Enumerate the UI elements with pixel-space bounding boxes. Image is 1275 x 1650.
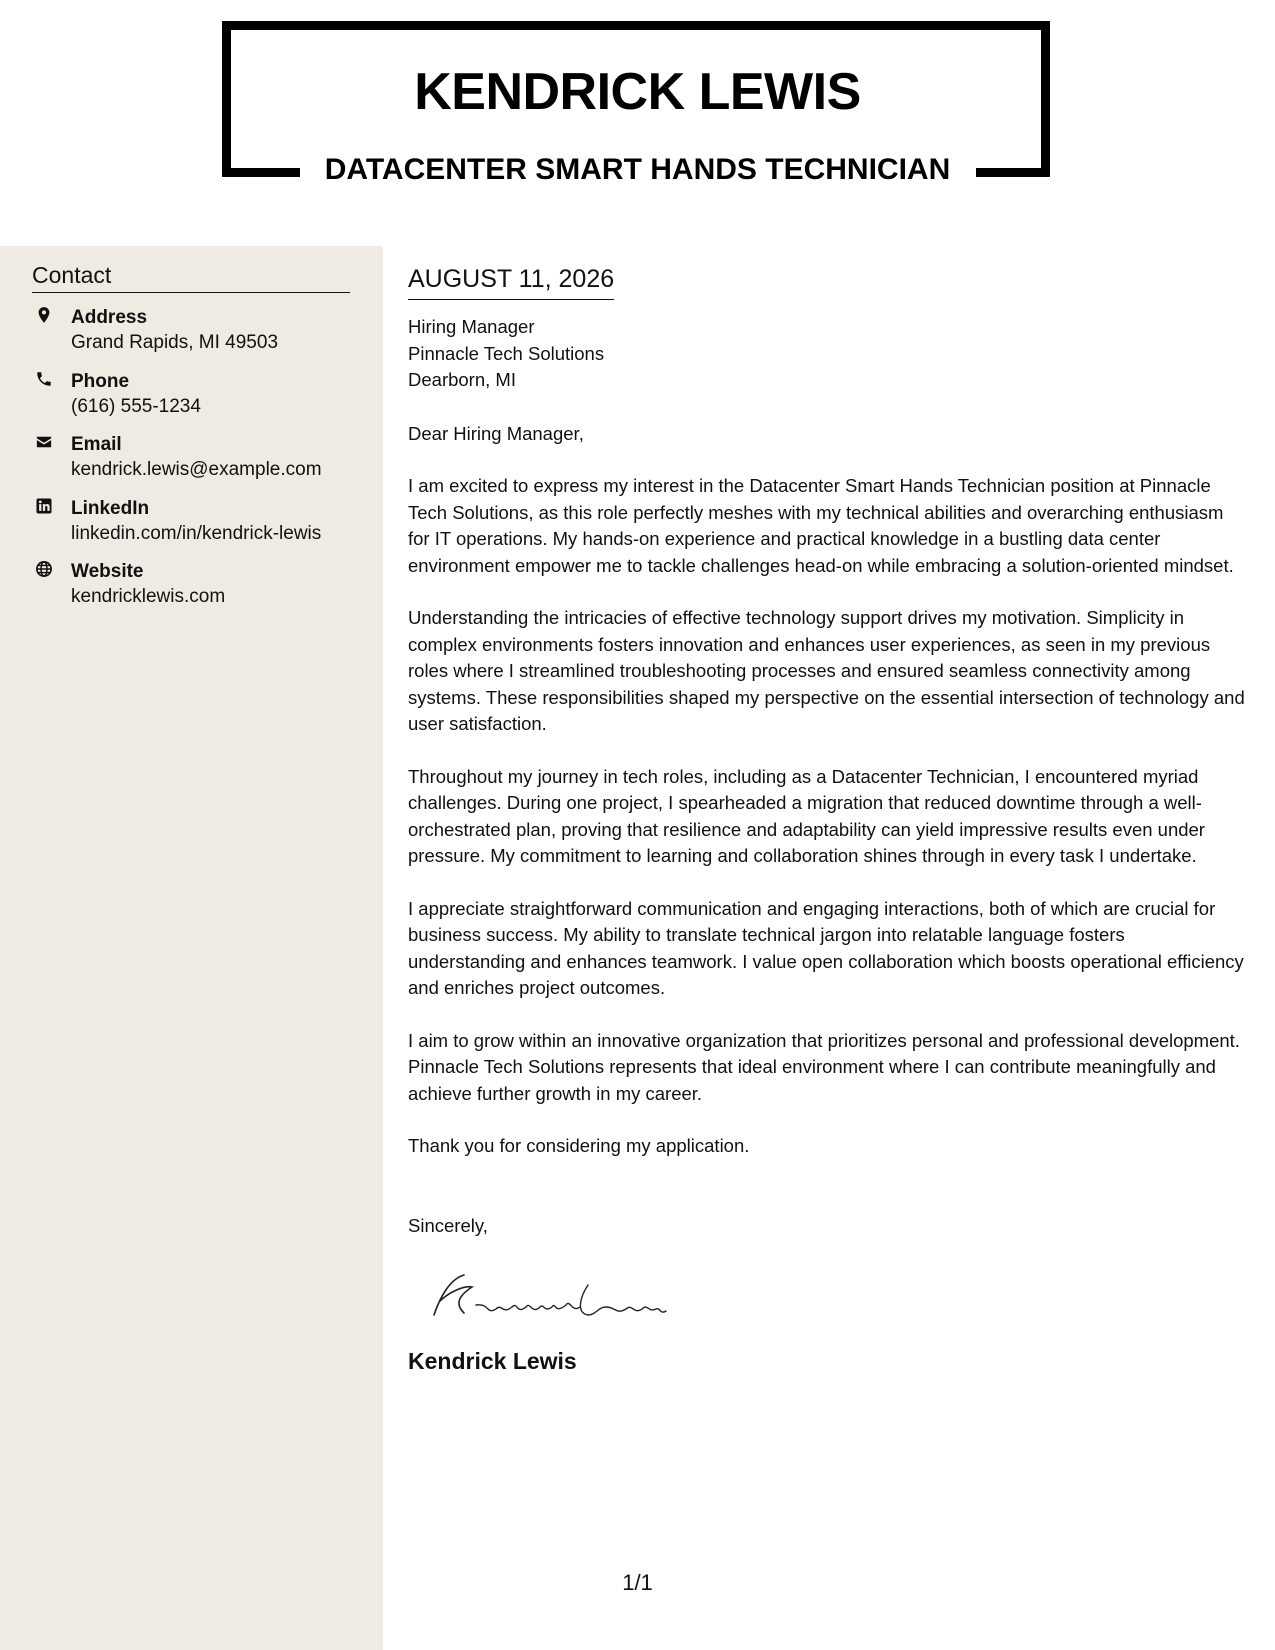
job-title: DATACENTER SMART HANDS TECHNICIAN: [324, 153, 951, 186]
phone-value[interactable]: (616) 555-1234: [71, 395, 201, 417]
contact-item-email: [32, 432, 372, 496]
website-link[interactable]: kendricklewis.com: [71, 586, 226, 607]
salutation: Dear Hiring Manager,: [408, 422, 584, 444]
body-paragraph: Throughout my journey in tech roles, including as a Datacenter Technician, I encountered myriad challenges. During one project, I spearheaded a migration that reduced downtime through a well-orchestrated plan, proving that resilience and adaptability can yield impressive results even under pressure. My commitment to learning and collaboration shines through in every task I undertake.: [408, 765, 1205, 866]
linkedin-icon: [35, 497, 53, 515]
signer-name: Kendrick Lewis: [408, 1348, 577, 1374]
letter-date: AUGUST 11, 2026: [408, 262, 614, 300]
contact-item-address: [32, 305, 372, 369]
globe-icon: [35, 560, 53, 578]
body-paragraph: I aim to grow within an innovative organization that prioritizes personal and professional development. Pinnacle Tech Solutions represents that ideal environment where I can contribute meaningfully and achieve further growth in my career.: [408, 1029, 1240, 1104]
envelope-icon: [35, 433, 53, 451]
recipient-name: Hiring Manager: [408, 316, 535, 337]
location-pin-icon: [35, 306, 53, 324]
page-number: 1/1: [622, 1570, 653, 1595]
recipient-location: Dearborn, MI: [408, 369, 516, 390]
body-paragraph: Understanding the intricacies of effective technology support drives my motivation. Simplicity in complex environments fosters innovation and enhances user experiences, as seen in my previous roles where I streamlined troubleshooting processes and ensured seamless connectivity among systems. These responsibilities shaped my perspective on the essential intersection of technology and user satisfaction.: [408, 607, 1245, 734]
applicant-name: KENDRICK LEWIS: [414, 63, 861, 121]
contact-label: Website: [71, 561, 144, 582]
contact-label: Email: [71, 434, 122, 455]
recipient-company: Pinnacle Tech Solutions: [408, 342, 605, 364]
closing: Sincerely,: [408, 1214, 488, 1236]
body-paragraph: I appreciate straightforward communication and engaging interactions, both of which are crucial for business success. My ability to translate technical jargon into relatable language fosters understanding and enhances teamwork. I value open collaboration which boosts operational efficiency and enriches project outcomes.: [408, 897, 1244, 998]
linkedin-link[interactable]: linkedin.com/in/kendrick-lewis: [71, 522, 322, 544]
thank-you-line: Thank you for considering my application.: [408, 1135, 750, 1156]
contact-item-website: [32, 559, 372, 623]
phone-icon: [35, 370, 53, 388]
contact-label: Phone: [71, 370, 130, 392]
recipient-block: [408, 314, 1246, 394]
contact-item-linkedin: [32, 496, 372, 560]
letter-body: [408, 262, 1246, 1376]
contact-heading: Contact: [32, 262, 350, 293]
body-paragraph: I am excited to express my interest in the Datacenter Smart Hands Technician position at Pinnacle Tech Solutions, as this role perfectly meshes with my technical abilities and overarching enthusiasm for IT operations. My hands-on experience and practical knowledge in a bustling data center environment empower me to tackle challenges head-on while embracing a solution-oriented mindset.: [408, 475, 1234, 576]
email-link[interactable]: kendrick.lewis@example.com: [71, 459, 322, 480]
contact-label: LinkedIn: [71, 497, 150, 519]
contact-list: [32, 305, 372, 623]
contact-label: Address: [71, 307, 148, 328]
contact-item-phone: [32, 369, 372, 433]
address-value: Grand Rapids, MI 49503: [71, 332, 279, 353]
handwritten-signature: [420, 1257, 670, 1331]
